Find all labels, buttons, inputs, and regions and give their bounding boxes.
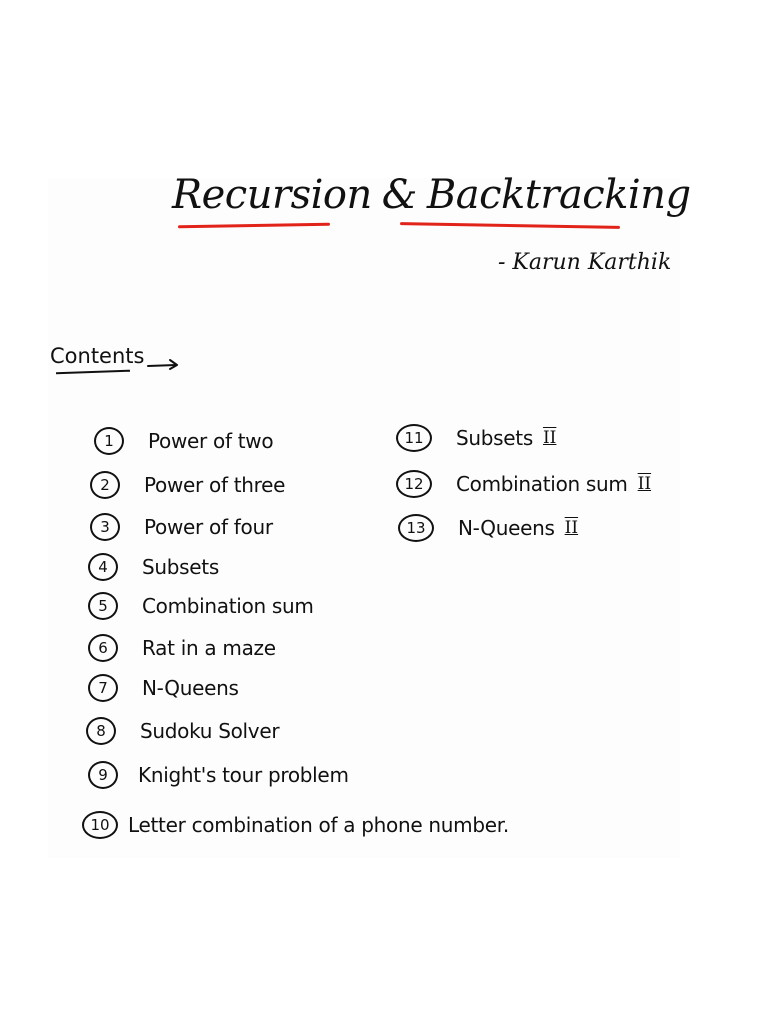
toc-item-label: Power of four (144, 515, 273, 539)
toc-item-9 (88, 761, 349, 789)
toc-item-label: Knight's tour problem (138, 763, 349, 787)
toc-item-label: Sudoku Solver (140, 719, 280, 743)
toc-roman-suffix: II (637, 474, 652, 494)
contents-heading: Contents (50, 344, 145, 368)
toc-number-badge: 1 (94, 427, 124, 455)
right-arrow-icon (146, 354, 182, 374)
toc-number-badge: 7 (88, 674, 118, 702)
toc-item-6 (88, 634, 276, 662)
toc-item-8 (86, 717, 279, 745)
toc-number-badge: 4 (88, 553, 118, 581)
title-part-recursion: Recursion (172, 172, 372, 218)
toc-item-13 (398, 514, 578, 542)
toc-number-badge: 6 (88, 634, 118, 662)
toc-item-10 (82, 811, 509, 839)
author-name: - Karun Karthik (498, 250, 672, 275)
toc-item-11 (396, 424, 556, 452)
toc-item-label: N-Queens (142, 676, 239, 700)
title-part-backtracking: Backtracking (426, 172, 691, 218)
toc-item-label: Subsets (456, 426, 533, 450)
toc-item-label: Letter combination of a phone number. (128, 813, 509, 837)
toc-item-label: Power of two (148, 429, 274, 453)
toc-item-1 (94, 427, 273, 455)
toc-item-3 (90, 513, 273, 541)
toc-item-12 (396, 470, 651, 498)
toc-number-badge: 2 (90, 471, 120, 499)
toc-number-badge: 9 (88, 761, 118, 789)
toc-item-label: Rat in a maze (142, 636, 276, 660)
toc-item-7 (88, 674, 239, 702)
toc-item-4 (88, 553, 219, 581)
toc-roman-suffix: II (564, 518, 579, 538)
toc-number-badge: 11 (396, 424, 432, 452)
toc-item-label: N-Queens (458, 516, 555, 540)
toc-number-badge: 12 (396, 470, 432, 498)
title-ampersand: & (381, 172, 417, 218)
toc-number-badge: 10 (82, 811, 118, 839)
toc-item-5 (88, 592, 314, 620)
toc-roman-suffix: II (542, 428, 557, 448)
toc-number-badge: 5 (88, 592, 118, 620)
toc-item-2 (90, 471, 285, 499)
toc-item-label: Combination sum (142, 594, 314, 618)
toc-number-badge: 8 (86, 717, 116, 745)
toc-number-badge: 3 (90, 513, 120, 541)
toc-item-label: Power of three (144, 473, 286, 497)
toc-number-badge: 13 (398, 514, 434, 542)
document-title (172, 172, 691, 218)
toc-item-label: Combination sum (456, 472, 628, 496)
toc-item-label: Subsets (142, 555, 219, 579)
